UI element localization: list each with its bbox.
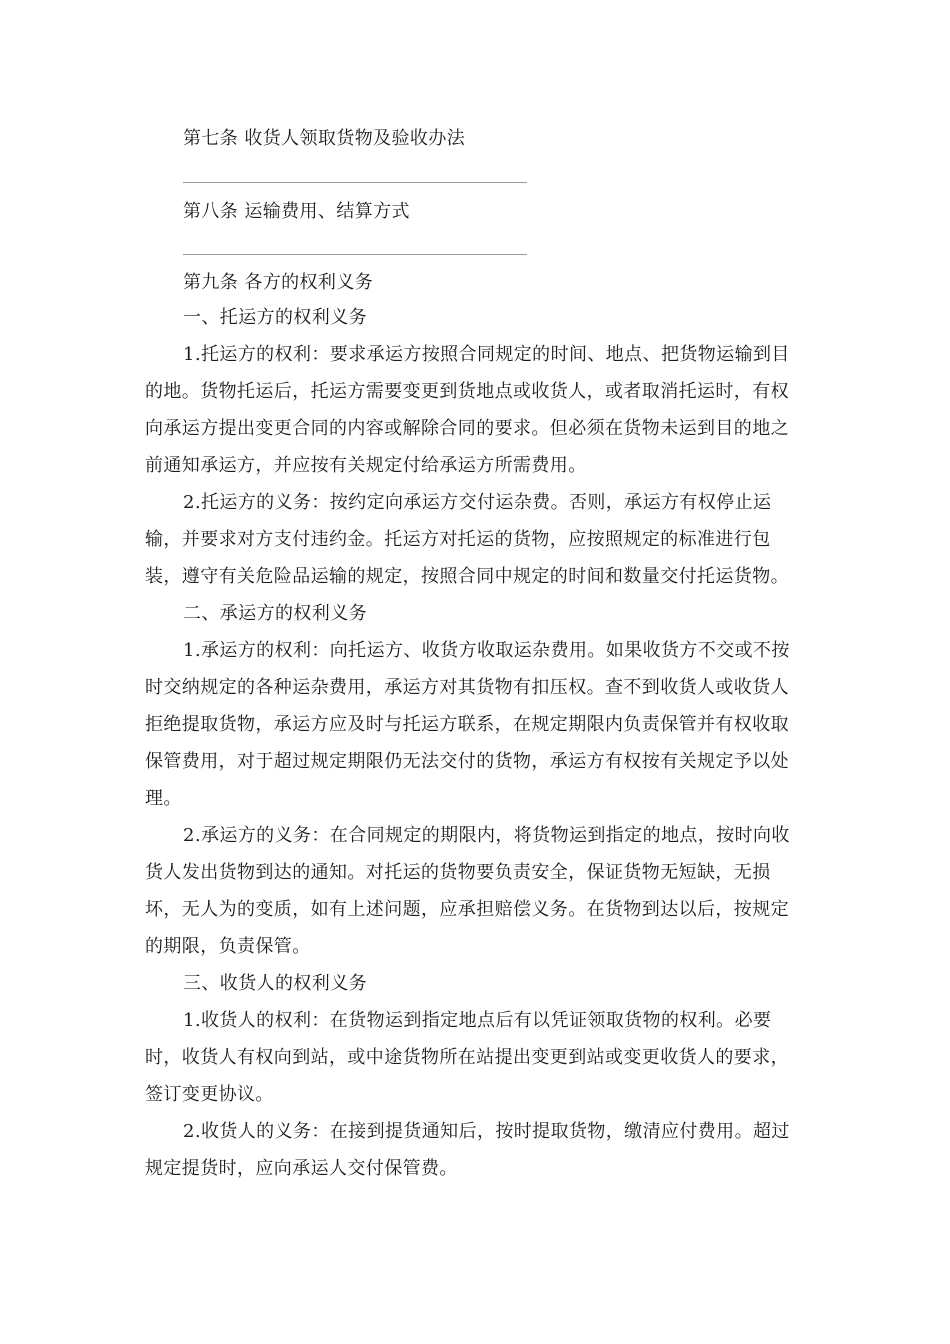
section-3-title: 三、收货人的权利义务 bbox=[183, 973, 367, 994]
section-3-paragraph-2: 2.收货人的义务：在接到提货通知后，按时提取货物，缴清应付费用。超过规定提货时，应向承运人交付保管费。 bbox=[145, 1121, 790, 1179]
article-7-heading: 第七条 收货人领取货物及验收办法 bbox=[183, 128, 466, 149]
article-9-body bbox=[145, 299, 797, 1187]
article-7-blank-line bbox=[183, 182, 527, 183]
article-8-blank-line bbox=[183, 254, 527, 255]
section-2-title: 二、承运方的权利义务 bbox=[183, 603, 367, 624]
section-1-title: 一、托运方的权利义务 bbox=[183, 307, 367, 328]
section-1-paragraph-2: 2.托运方的义务：按约定向承运方交付运杂费。否则，承运方有权停止运输，并要求对方支付违约金。托运方对托运的货物，应按照规定的标准进行包装，遵守有关危险品运输的规定，按照合同中规定的时间和数量交付托运货物。 bbox=[145, 492, 789, 587]
section-2-paragraph-2: 2.承运方的义务：在合同规定的期限内，将货物运到指定的地点，按时向收货人发出货物到达的通知。对托运的货物要负责安全，保证货物无短缺，无损坏，无人为的变质，如有上述问题，应承担赔偿义务。在货物到达以后，按规定的期限，负责保管。 bbox=[145, 825, 790, 957]
article-9-heading: 第九条 各方的权利义务 bbox=[183, 272, 374, 293]
section-1-paragraph-1: 1.托运方的权利：要求承运方按照合同规定的时间、地点、把货物运输到目的地。货物托运后，托运方需要变更到货地点或收货人，或者取消托运时，有权向承运方提出变更合同的内容或解除合同的要求。但必须在货物未运到目的地之前通知承运方，并应按有关规定付给承运方所需费用。 bbox=[145, 344, 790, 476]
section-2-paragraph-1: 1.承运方的权利：向托运方、收货方收取运杂费用。如果收货方不交或不按时交纳规定的各种运杂费用，承运方对其货物有扣压权。查不到收货人或收货人拒绝提取货物，承运方应及时与托运方联系，在规定期限内负责保管并有权收取保管费用，对于超过规定期限仍无法交付的货物，承运方有权按有关规定予以处理。 bbox=[145, 640, 790, 809]
section-3-paragraph-1: 1.收货人的权利：在货物运到指定地点后有以凭证领取货物的权利。必要时，收货人有权向到站，或中途货物所在站提出变更到站或变更收货人的要求，签订变更协议。 bbox=[145, 1010, 789, 1105]
article-8-heading: 第八条 运输费用、结算方式 bbox=[183, 201, 410, 222]
